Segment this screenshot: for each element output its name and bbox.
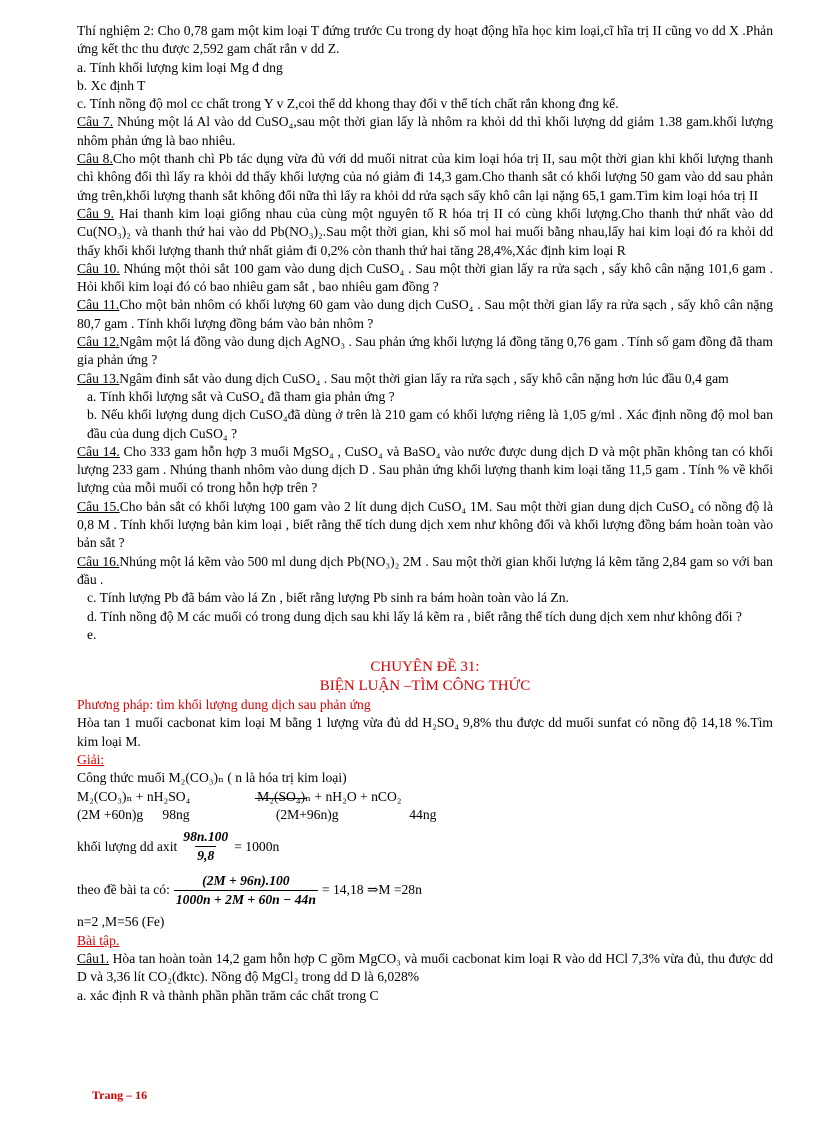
- reaction-right: M₂(SO₄)ₙ + nH₂O + nCO₂: [257, 788, 402, 804]
- mass-2: 98ng: [162, 806, 190, 822]
- question-16d: d. Tính nồng độ M các muối có trong dung dịch sau khi lấy lá kẽm ra , biết rằng thể tích dung dịch xem như không đổi ?: [87, 608, 742, 624]
- exercise-1a: a. xác định R và thành phần phần trăm các chất trong C: [77, 987, 379, 1003]
- question-11-label: Câu 11.: [77, 297, 120, 313]
- question-13a: a. Tính khối lượng sắt và CuSO₄ đã tham gia phản ứng ?: [87, 388, 395, 404]
- question-9-text: Hai thanh kim loại giống nhau của cùng một nguyên tố R hóa trị II có cùng khối lượng.Cho thanh thứ nhất vào dd Cu(NO₃)₂ và thanh thứ hai vào dd Pb(NO₃)₂.Sau một thời gian, khi số mol hai muối bằng nhau,lấy hai kim loại đó ra khỏi dd thấy khối khối lượng thanh thứ nhất giảm đi 0,2% còn thanh thứ hai tăng 28,4%,Xác định kim loại R: [77, 205, 773, 258]
- reaction-left: M₂(CO₃)ₙ + nH₂SO₄: [77, 788, 191, 804]
- question-12-label: Câu 12.: [77, 334, 120, 350]
- question-13: [77, 370, 773, 388]
- answer-line: n=2 ,M=56 (Fe): [77, 914, 165, 930]
- question-8-text: Cho một thanh chì Pb tác dụng vừa đủ với dd muối nitrat của kim loại hóa trị II, sau một thời gian khi khối lượng thanh chì không đổi thì lấy ra khỏi dd thấy khối lượng của nó giảm đi 14,3 gam.Cho thanh sắt có khối lượng 50 gam vào dd sau phản ứng trên,khối lượng thanh sắt không đổi nữa thì lấy ra khỏi dd rửa sạch sấy khô cân lại nặng 65,1 gam.Tìm kim loại hóa trị II: [77, 151, 773, 203]
- exercise-1: [77, 950, 773, 987]
- question-16-text: Nhúng một lá kẽm vào 500 ml dung dịch Pb(NO₃)₂ 2M . Sau một thời gian khối lượng lá kẽm tăng 2,84 gam so với ban đầu .: [77, 553, 773, 587]
- acid-mass-line: [77, 828, 773, 866]
- question-15: [77, 498, 773, 553]
- ratio-line: [77, 872, 773, 910]
- mass-4: 44ng: [409, 806, 437, 822]
- section-title: CHUYÊN ĐỀ 31:: [370, 659, 480, 676]
- method-heading: Phương pháp: tìm khối lượng dung dịch sau phản ứng: [77, 697, 371, 713]
- acid-numerator: 98n.100: [183, 829, 229, 845]
- question-16e: e.: [87, 626, 97, 642]
- acid-result: = 1000n: [234, 838, 280, 854]
- question-16c: c. Tính lượng Pb đã bám vào lá Zn , biết rằng lượng Pb sinh ra bám hoàn toàn vào lá Zn.: [87, 590, 569, 606]
- ratio-denominator: 1000n + 2M + 60n − 44n: [174, 890, 318, 909]
- acid-fraction: [181, 828, 230, 866]
- question-9: [77, 205, 773, 260]
- question-7-text: Nhúng một lá Al vào dd CuSO₄,sau một thời gian lấy là nhôm ra khỏi dd thì khối lượng dd giảm 1.38 gam.khối lượng nhôm phản ứng là bao nhiêu.: [77, 114, 773, 148]
- question-8: [77, 150, 773, 205]
- question-15-text: Cho bản sắt có khối lượng 100 gam vào 2 lít dung dịch CuSO₄ 1M. Sau một thời gian dung dịch CuSO₄ có nồng độ là 0,8 M . Tính khối lượng bản kim loại , biết rằng thể tích dung dịch xem như không đổi và khối lượng đồng bám hoàn toàn vào bản sắt ?: [77, 498, 773, 551]
- exercise-1-text: Hòa tan hoàn toàn 14,2 gam hỗn hợp C gồm MgCO₃ và muối cacbonat kim loại R vào dd HCl 7,3% vừa đủ, thu được dd D và 3,36 lít CO₂(đktc). Nồng độ MgCl₂ trong dd D là 6,028%: [77, 950, 773, 985]
- ratio-result: = 14,18 ⇒M =28n: [321, 882, 422, 898]
- ratio-fraction: [174, 872, 318, 910]
- question-14: [77, 443, 773, 498]
- question-15-label: Câu 15.: [77, 498, 120, 514]
- question-14-label: Câu 14.: [77, 443, 120, 459]
- acid-mass-label: khối lượng dd axit: [77, 838, 178, 854]
- exercise-1-label: Câu1.: [77, 950, 110, 966]
- question-14-text: Cho 333 gam hỗn hợp 3 muối MgSO₄ , CuSO₄ và BaSO₄ vào nước được dung dịch D và một phần không tan có khối lượng 233 gam . Nhúng thanh nhôm vào dung dịch D . Sau phản ứng khối lượng thanh kim loại tăng 11,5 gam . Tính % về khối lượng của mỗi muối có trong hỗn hợp trên ?: [77, 443, 773, 496]
- question-12-text: Ngâm một lá đồng vào dung dịch AgNO₃ . Sau phản ứng khối lượng lá đồng tăng 0,76 gam . Tính số gam đồng đã tham gia phản ứng ?: [77, 334, 773, 368]
- question-13b: b. Nếu khối lượng dung dịch CuSO₄đã dùng ở trên là 210 gam có khối lượng riêng là 1,05 g/ml . Xác định nồng độ mol ban đầu của dung dịch CuSO₄ ?: [87, 407, 773, 441]
- question-7: [77, 113, 773, 150]
- solution-label: Giải:: [77, 751, 105, 767]
- question-13-label: Câu 13.: [77, 370, 120, 386]
- mass-3: (2M+96n)g: [275, 806, 339, 822]
- mass-1: (2M +60n)g: [77, 806, 144, 822]
- question-16-label: Câu 16.: [77, 553, 120, 569]
- question-10: [77, 260, 773, 297]
- question-11: [77, 296, 773, 333]
- item-c: c. Tính nồng độ mol cc chất trong Y v Z,coi thể dd khong thay đổi v thể tích chất rắn khong đng kể.: [77, 96, 619, 112]
- question-11-text: Cho một bản nhôm có khối lượng 60 gam vào dung dịch CuSO₄ . Sau một thời gian lấy ra rửa sạch , sấy khô cân nặng 80,7 gam . Tính khối lượng đồng bám vào bản nhôm ?: [77, 297, 773, 331]
- item-a: a. Tính khối lượng kim loại Mg đ dng: [77, 59, 283, 75]
- problem-statement: Hòa tan 1 muối cacbonat kim loại M bằng 1 lượng vừa đủ dd H₂SO₄ 9,8% thu được dd muối sunfat có nồng độ 14,18 %.Tìm kim loại M.: [77, 715, 773, 749]
- question-12: [77, 333, 773, 370]
- question-10-text: Nhúng một thỏi sắt 100 gam vào dung dịch CuSO₄ . Sau một thời gian lấy ra rửa sạch , sấy khô cân nặng 101,6 gam . Hỏi khối kim loại đó có bao nhiêu gam sắt , bao nhiêu gam đồng ?: [77, 260, 773, 295]
- reaction-masses: [77, 806, 773, 824]
- question-10-label: Câu 10.: [77, 260, 120, 276]
- paragraph-experiment-2: Thí nghiệm 2: Cho 0,78 gam một kim loại T đứng trước Cu trong dy hoạt động hĩa học kim loại,cĩ hĩa trị II cũng vo dd X .Phản ứng kết thc thu được 2,592 gam chất rắn v dd Z.: [77, 23, 773, 57]
- question-9-label: Câu 9.: [77, 205, 114, 221]
- section-subtitle: BIỆN LUẬN –TÌM CÔNG THỨC: [319, 678, 531, 695]
- item-b: b. Xc định T: [77, 77, 146, 93]
- ratio-label: theo đề bài ta có:: [77, 882, 170, 898]
- document-page: [77, 22, 773, 1005]
- question-8-label: Câu 8.: [77, 151, 113, 167]
- question-16: [77, 553, 773, 590]
- exercise-label: Bài tập.: [77, 932, 120, 948]
- formula-line: Công thức muối M₂(CO₃)ₙ ( n là hóa trị kim loại): [77, 770, 347, 786]
- acid-denominator: 9,8: [195, 846, 216, 865]
- page-footer: Trang – 16: [92, 1088, 148, 1102]
- question-7-label: Câu 7.: [77, 114, 114, 130]
- question-13-text: Ngâm đinh sắt vào dung dịch CuSO₄ . Sau một thời gian lấy ra rửa sạch , sấy khô cân nặng hơn lúc đầu 0,4 gam: [119, 370, 729, 386]
- ratio-numerator: (2M + 96n).100: [202, 872, 290, 888]
- reaction-equation: [77, 788, 773, 806]
